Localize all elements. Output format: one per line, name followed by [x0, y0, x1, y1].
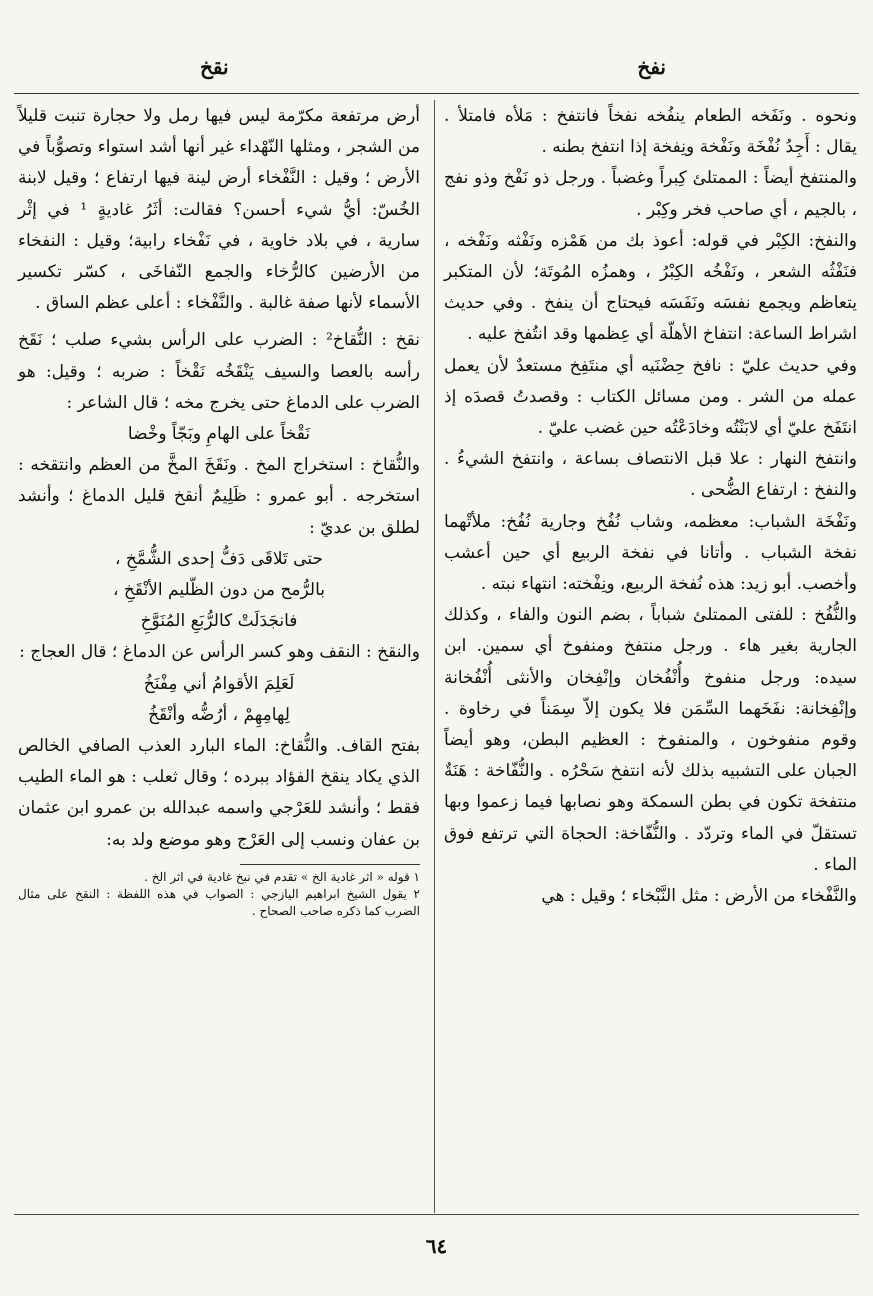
paragraph: والنُّفُخ : للفتى الممتلئ شباباً ، بضم النون والفاء ، وكذلك الجارية بغير هاء . ورجل منتفخ ومنفوخ أي سمين. ابن سيده: ورجل منفوخ وأُنْفُخان وإنْفِخان والأنثى أُنْفُخانة وإنْفِخانة: نفَخَهما السِّمَن فلا يكون إلاّ سِمَناً في رخاوة . وقوم منفوخون ، والمنفوخ : العظيم البطن، وهو أيضاً الجبان على التشبيه بذلك لأنه انتفخ سَحْرُه . والنُّفّاخة : هَنَةٌ منتفخة تكون في بطن السمكة وهو نصابها فيما زعموا وبها تستقلّ في الماء وتردّد . والنُّفّاخة: الحجاة التي ترتفع فوق الماء . — [444, 605, 857, 875]
paragraph: والنَّفْخاء من الأرض : مثل النَّبْخاء ؛ وقيل : هي — [541, 886, 857, 907]
paragraph: ونحوه . ونَفَخه الطعام ينفُخه نفخاً فانتفخ : مَلأه فامتلأ . يقال : أَجِدُ نُفْخَة ونَفْخة ونِفخة إذا انتفخ بطنه . — [444, 106, 857, 158]
paragraph: والنفخ: الكِبْر في قوله: أعوذ بك من هَمْزه ونَفْثه ونَفْخه ، فنَفْثُه الشعر ، ونَفْخُه الكِبْرُ ، وهمزُه المُوتَة؛ لأن المتكبر يتعاظم ويجمع نفسَه ونَفَسَه فيحتاج أن ينفخ . وفي حديث اشراط الساعة: انتفاخ الأهلّة أي عِظمها وقد انتُفخ عليه . — [444, 230, 857, 345]
right-column — [444, 101, 857, 912]
column-divider — [434, 100, 435, 1213]
paragraph: بفتح القاف. والنُّقاخ: الماء البارد العذب الصافي الخالص الذي يكاد ينقخ الفؤاد ببرده ؛ وقال ثعلب : هو الماء الطيب فقط ؛ وأنشد للعَرْجي واسمه عبدالله بن عمرو ابن عثمان بن عفان ونسب إلى العَرْج وهو موضع ولد به: — [18, 736, 420, 850]
paragraph: والنقخ : النقف وهو كسر الرأس عن الدماغ ؛ قال العجاج : — [19, 642, 420, 663]
paragraph: وفي حديث عليّ : نافخ حِضْنَيه أي منتَفِخ مستعدٌ لأن يعمل عمله من الشر . ومن مسائل الكتاب : وقصدتُ قصدَه إذ انتَفَخ عليّ أي لابَنْتُه وخادَعْتُه حين غضب عليّ . — [444, 355, 857, 439]
verse-line: فانجَدَلَتْ كالرُّبَعِ المُنَوَّخِ — [140, 611, 298, 632]
paragraph: أرض مرتفعة مكرّمة ليس فيها رمل ولا حجارة تنبت قليلاً من الشجر ، ومثلها النّهْداء غير أنها أشد استواء وتصوُّباً في الأرض ؛ وقيل : النَّفْخاء أرض لينة فيها ارتفاع ؛ وقيل لابنة الخُسّ: أيُّ شيء أحسن؟ فقالت: أثَرُ غاديةٍ ¹ في إثْر سارية ، في بلاد خاوية ، في نَفْخاء رابية؛ وقيل : النفخاء من الأرضين كالرُّخاء والجمع النّفاخَى ، كسّر تكسير الأسماء لأنها صفة غالبة . والنَّفْخاء : أعلى عظم الساق . — [18, 106, 420, 314]
left-column — [18, 101, 420, 920]
verse-line: بالرُّمح من دون الظّليم الأنْقَخِ ، — [112, 580, 325, 601]
footnote: ١ قوله « اثر غادية الخ » تقدم في نبخ غادية في اثر الخ . — [144, 869, 420, 884]
verse-line: لِهامِهِمْ ، أرُضُّه وأنْقَخُ — [148, 704, 290, 725]
page-number: ٦٤ — [425, 1234, 448, 1258]
header-left-word: نقخ — [200, 55, 229, 79]
footnote: ٢ يقول الشيخ ابراهيم اليازجي : الصواب في هذه اللفظة : النقخ على مثال الضرب كما ذكره صاحب الصحاح . — [18, 886, 420, 918]
header-rule — [14, 93, 859, 94]
paragraph: والمنتفخ أيضاً : الممتلئ كِبراً وغضباً . ورجل ذو نَفْخ وذو نفج ، بالجيم ، أي صاحب فخر وكِبْر . — [444, 168, 857, 220]
entry-nqkh: نقخ : النُّقاخ² : الضرب على الرأس بشيء صلب ؛ نَقَخ رأسه بالعصا والسيف يَنْقَخُه نَقْخاً : ضربه ؛ وقيل: هو الضرب على الدماغ حتى يخرج مخه ؛ قال الشاعر : — [18, 330, 420, 413]
verse-line: نَقْخاً على الهامِ وبَجّاً وخْضا — [127, 424, 311, 445]
footnote-rule — [240, 864, 420, 865]
paragraph: والنُّقاخ : استخراج المخ . ونَقَخَ المخَّ من العظم وانتقخه : استخرجه . أبو عمرو : ظَلِيمٌ أنقخ قليل الدماغ ؛ وأنشد لطلق بن عديّ : — [18, 455, 420, 538]
paragraph: وانتفخ النهار : علا قبل الانتصاف بساعة ، وانتفخ الشيءُ . والنفخ : ارتفاع الضُّحى . — [444, 449, 857, 501]
footer-rule — [14, 1214, 859, 1215]
verse-line: حتى تَلاقَى دَفُّ إحدى الشُّمَّخِ ، — [114, 548, 323, 569]
verse-line: لَعَلِمَ الأقوامُ أني مِفْنَخُ — [143, 673, 295, 694]
paragraph: ونَفْخَة الشباب: معظمه، وشاب نُفُخ وجارية نُفُخ: ملأتْهما نفخة الشباب . وأتانا في نفخة الربيع أي حين أعشب وأخصب. أبو زيد: هذه نُفخة الربيع، ونِفْخته: انتهاء نبته . — [444, 511, 857, 595]
header-right-word: نفخ — [637, 55, 666, 79]
